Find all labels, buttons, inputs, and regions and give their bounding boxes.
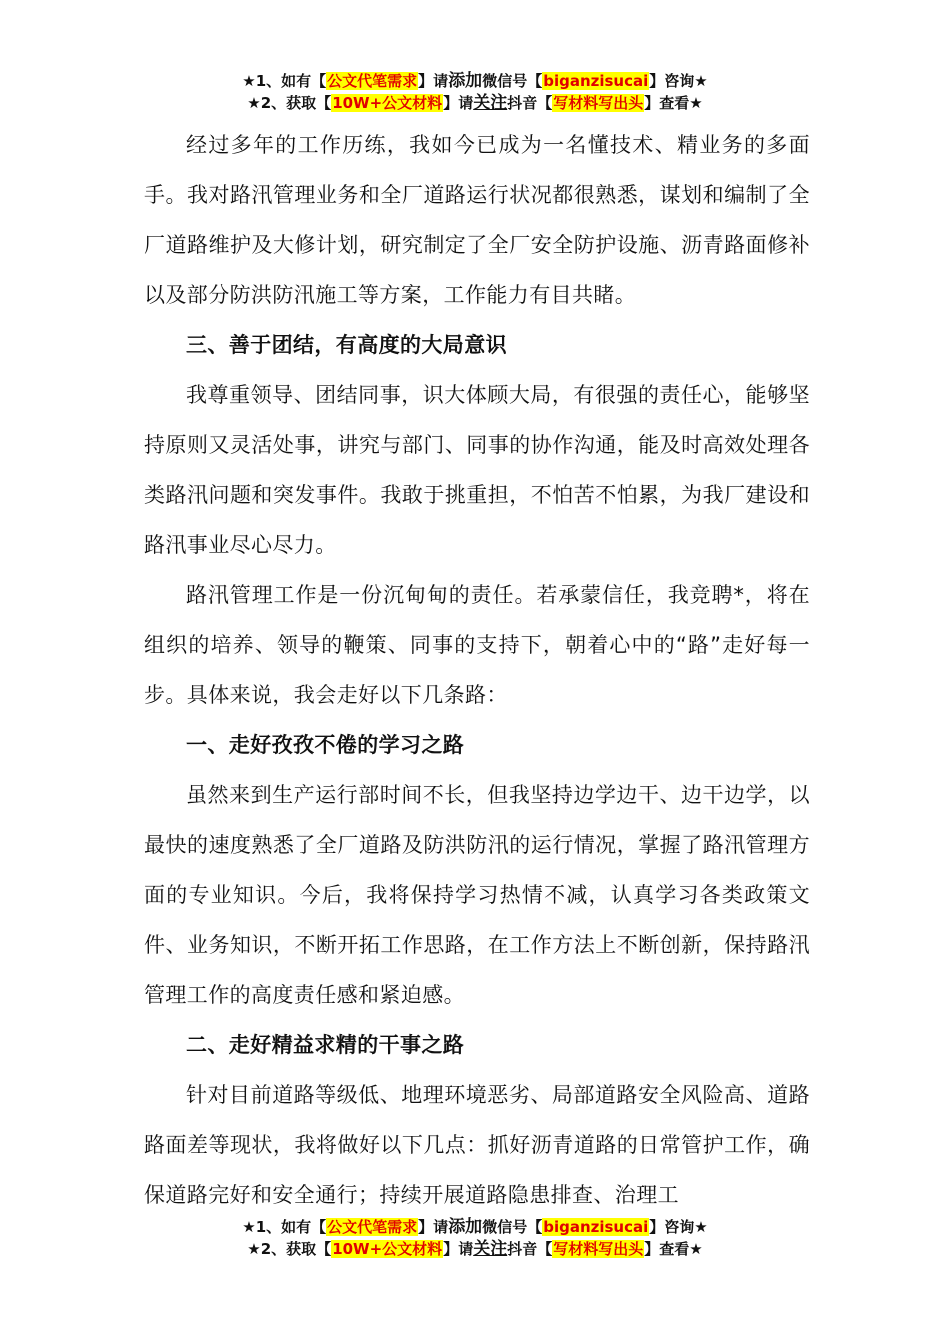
section-heading: 一、走好孜孜不倦的学习之路 <box>186 733 465 757</box>
paragraph: 经过多年的工作历练，我如今已成为一名懂技术、精业务的多面手。我对路汛管理业务和全厂道路运行状况都很熟悉，谋划和编制了全厂道路维护及大修计划，研究制定了全厂安全防护设施、沥青路面修补以及部分防洪防汛施工等方案，工作能力有目共睹。 <box>144 133 810 307</box>
promo-line-2: ★2、获取【10W+公文材料】请关注抖音【写材料写出头】查看★ <box>247 1239 703 1259</box>
paragraph: 我尊重领导、团结同事，识大体顾大局，有很强的责任心，能够坚持原则又灵活处事，讲究与部门、同事的协作沟通，能及时高效处理各类路汛问题和突发事件。我敢于挑重担，不怕苦不怕累，为我厂建设和路汛事业尽心尽力。 <box>144 383 810 557</box>
section-heading: 二、走好精益求精的干事之路 <box>186 1033 465 1057</box>
top-promo-banner <box>0 70 950 114</box>
highlight-service: 公文代笔需求 <box>327 72 418 90</box>
highlight-douyin-id: 写材料写出头 <box>553 94 644 112</box>
promo-line-2: ★2、获取【10W+公文材料】请关注抖音【写材料写出头】查看★ <box>247 93 703 113</box>
highlight-materials: 10W+公文材料 <box>332 1240 443 1258</box>
highlight-douyin-id: 写材料写出头 <box>553 1240 644 1258</box>
highlight-wechat-id: biganzisucai <box>543 72 649 90</box>
paragraph: 针对目前道路等级低、地理环境恶劣、局部道路安全风险高、道路路面差等现状，我将做好以下几点：抓好沥青道路的日常管护工作，确保道路完好和安全通行；持续开展道路隐患排查、治理工 <box>144 1083 810 1207</box>
promo-line-1: ★1、如有【公文代笔需求】请添加微信号【biganzisucai】咨询★ <box>242 1217 708 1237</box>
promo-line-1: ★1、如有【公文代笔需求】请添加微信号【biganzisucai】咨询★ <box>242 71 708 91</box>
highlight-materials: 10W+公文材料 <box>332 94 443 112</box>
highlight-wechat-id: biganzisucai <box>543 1218 649 1236</box>
paragraph: 虽然来到生产运行部时间不长，但我坚持边学边干、边干边学，以最快的速度熟悉了全厂道路及防洪防汛的运行情况，掌握了路汛管理方面的专业知识。今后，我将保持学习热情不减，认真学习各类政策文件、业务知识，不断开拓工作思路，在工作方法上不断创新，保持路汛管理工作的高度责任感和紧迫感。 <box>144 783 810 1007</box>
bottom-promo-banner <box>0 1216 950 1260</box>
paragraph: 路汛管理工作是一份沉甸甸的责任。若承蒙信任，我竞聘*，将在组织的培养、领导的鞭策、同事的支持下，朝着心中的“路”走好每一步。具体来说，我会走好以下几条路： <box>144 583 810 707</box>
section-heading: 三、善于团结，有高度的大局意识 <box>186 333 507 357</box>
highlight-service: 公文代笔需求 <box>327 1218 418 1236</box>
document-body <box>144 120 810 1220</box>
